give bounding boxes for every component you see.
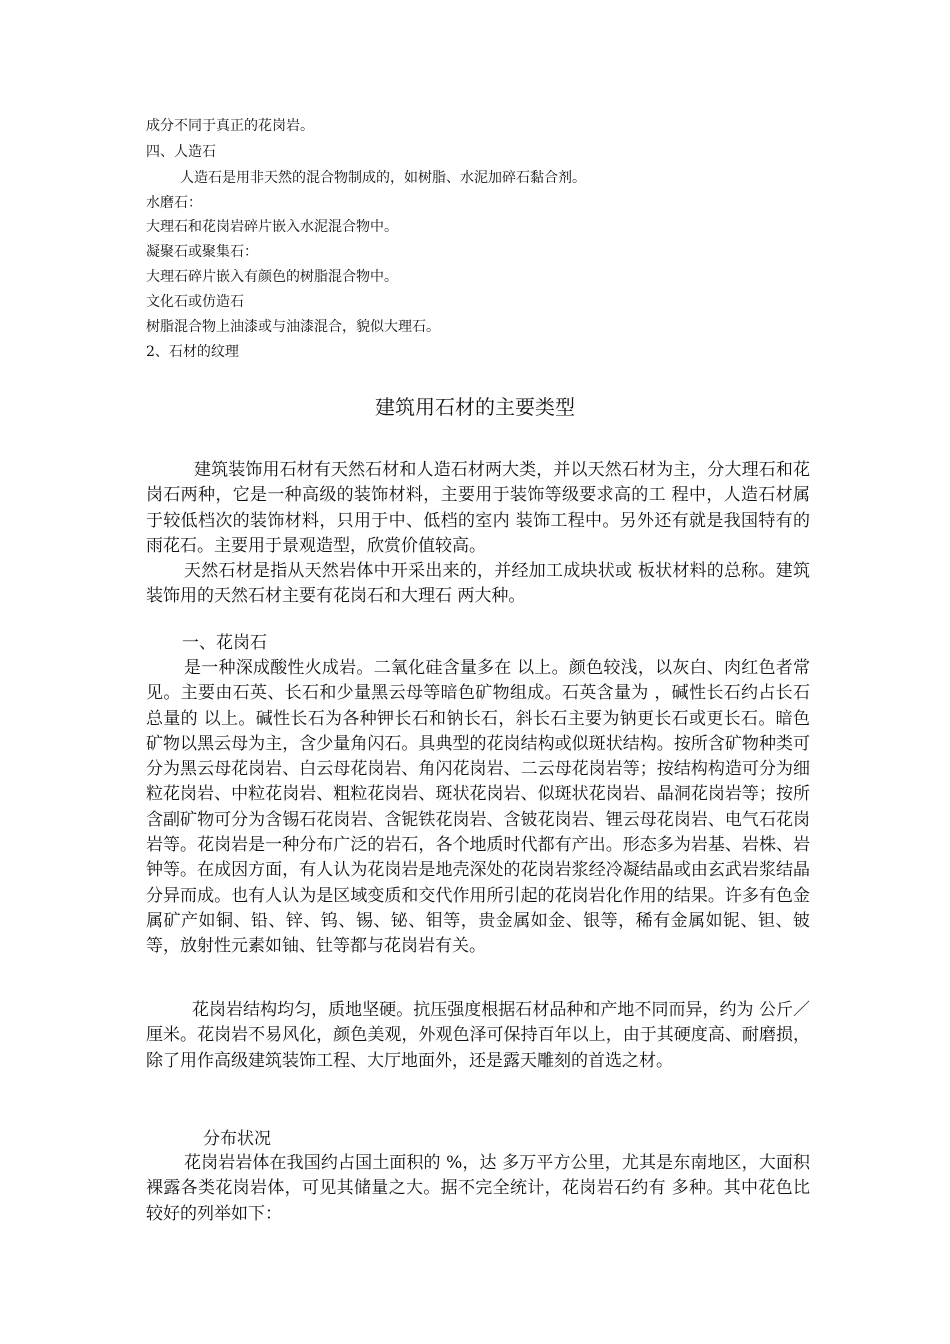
text-line: 大理石碎片嵌入有颜色的树脂混合物中。 bbox=[146, 269, 398, 285]
intro-section bbox=[146, 458, 810, 610]
paragraph bbox=[146, 998, 810, 1074]
paragraph bbox=[146, 656, 810, 960]
term-agglomerate-stone: 凝聚石或聚集石： bbox=[146, 244, 258, 260]
text-line: 大理石和花岗岩碎片嵌入水泥混合物中。 bbox=[146, 219, 398, 235]
section-heading-granite: 一、花岗石 bbox=[182, 633, 267, 653]
paragraph: 天然石材是指从天然岩体中开采出来的，并经加工成块状或 板状材料的总称。建筑装饰用的天然石材主要有花岗石和大理石 两大种。 bbox=[146, 561, 810, 607]
paragraph-text: 是一种深成酸性火成岩。二氧化硅含量多在 以上。颜色较浅，以灰白、肉红色者常见。主要由石英、长石和少量黑云母等暗色矿物组成。石英含量为 ，碱性长石约占长石总量的 以上。碱性长石为各种钾长石和钠长石，斜长石主要为钠更长石或更长石。暗色矿物以黑云母为主，含少量角闪石。具典型的花岗结构或似斑状结构。按所含矿物种类可分为黑云母花岗岩、白云母花岗岩、角闪花岗岩、二云母花岗岩等；按结构构造可分为细粒花岗岩、中粒花岗岩、粗粒花岗岩、斑状花岗岩、似斑状花岗岩、晶洞花岗岩等；按所含副矿物可分为含锡石花岗岩、含铌铁花岗岩、含铍花岗岩、锂云母花岗岩、电气石花岗岩等。花岗岩是一种分布广泛的岩石，各个地质时代都有产出。形态多为岩基、岩株、岩钟等。在成因方面，有人认为花岗岩是地壳深处的花岗岩浆经冷凝结晶或由玄武岩浆结晶分异而成。也有人认为是区域变质和交代作用所引起的花岗岩化作用的结果。许多有色金属矿产如铜、铅、锌、钨、锡、铋、钼等，贵金属如金、银等，稀有金属如铌、钽、铍等，放射性元素如铀、钍等都与花岗岩有关。 bbox=[146, 658, 810, 957]
paragraph: 建筑装饰用石材有天然石材和人造石材两大类，并以天然石材为主，分大理石和花岗石两种，它是一种高级的装饰材料，主要用于装饰等级要求高的工 程中，人造石材属于较低档次的装饰材料，只用于中、低档的室内 装饰工程中。另外还有就是我国特有的雨花石。主要用于景观造型，欣赏价值较高。 bbox=[146, 460, 810, 556]
paragraph-text: 花岗岩结构均匀，质地坚硬。抗压强度根据石材品种和产地不同而异，约为 公斤／厘米。花岗岩不易风化，颜色美观，外观色泽可保持百年以上，由于其硬度高、耐磨损，除了用作高级建筑装饰工程、大厅地面外，还是露天雕刻的首选之材。 bbox=[146, 1000, 810, 1071]
paragraph-text: 花岗岩岩体在我国约占国土面积的 %，达 多万平方公里，尤其是东南地区，大面积裸露各类花岗岩体，可见其储量之大。据不完全统计，花岗岩石约有 多种。其中花色比较好的列举如下： bbox=[146, 1153, 810, 1224]
section-heading-distribution: 分布状况 bbox=[203, 1129, 271, 1149]
text-line: 成分不同于真正的花岗岩。 bbox=[146, 118, 314, 134]
section-heading-artificial-stone: 四、人造石 bbox=[146, 144, 216, 160]
section-heading-stone-texture: 2、石材的纹理 bbox=[146, 344, 239, 360]
text-line: 人造石是用非天然的混合物制成的，如树脂、水泥加碎石黏合剂。 bbox=[180, 170, 586, 186]
text-line: 树脂混合物上油漆或与油漆混合，貌似大理石。 bbox=[146, 319, 440, 335]
term-cultured-stone: 文化石或仿造石 bbox=[146, 294, 244, 310]
page-title: 建筑用石材的主要类型 bbox=[375, 395, 575, 419]
term-terrazzo: 水磨石： bbox=[146, 195, 202, 211]
paragraph bbox=[146, 1151, 810, 1227]
